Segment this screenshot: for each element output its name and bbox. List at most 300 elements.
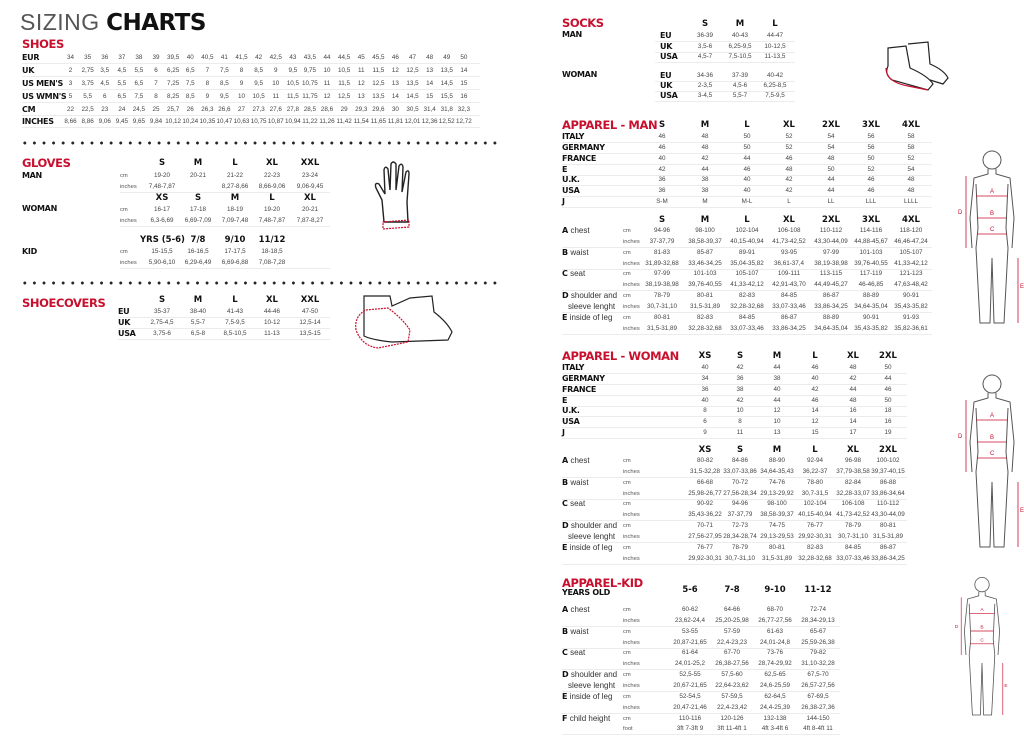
table-cell: 33,46-34,25 bbox=[688, 259, 722, 267]
table-cell: 20-21 bbox=[189, 172, 207, 179]
table-cell: 3,75-6 bbox=[153, 330, 171, 337]
unit-label: inches bbox=[623, 325, 640, 332]
size-header: 2XL bbox=[879, 351, 897, 361]
table-cell: 20,67-21,65 bbox=[673, 681, 707, 689]
figure-label: C bbox=[980, 638, 984, 644]
table-cell: 89-91 bbox=[738, 248, 756, 256]
row-label: USA bbox=[660, 91, 678, 100]
table-cell: 46-46,85 bbox=[858, 281, 884, 289]
unit-label: inches bbox=[623, 490, 640, 497]
table-cell: 54 bbox=[827, 133, 835, 140]
table-cell: 84-85 bbox=[780, 292, 798, 300]
table-cell: 58 bbox=[907, 143, 915, 151]
table-cell: 33,07-33,46 bbox=[730, 324, 764, 332]
table-cell: 41,33-42,12 bbox=[894, 259, 928, 267]
size-header: L bbox=[232, 158, 238, 168]
table-cell: 30,5 bbox=[406, 106, 419, 113]
table-cell: 9 bbox=[239, 80, 244, 87]
table-cell: 36-39 bbox=[696, 32, 714, 39]
table-cell: 46 bbox=[658, 143, 666, 151]
table-cell: 27 bbox=[238, 106, 246, 113]
table-cell: 52-54,5 bbox=[679, 692, 701, 700]
unit-label: cm bbox=[623, 479, 631, 486]
table-cell: 4ft 8-4ft 11 bbox=[803, 725, 833, 733]
table-cell: 25 bbox=[152, 106, 160, 113]
table-cell: 90-91 bbox=[902, 292, 920, 300]
table-cell: 12,72 bbox=[455, 118, 472, 125]
table-cell: 86-88 bbox=[879, 478, 897, 486]
table-cell: 44 bbox=[827, 187, 835, 195]
row-label: ITALY bbox=[562, 363, 585, 372]
table-cell: 19-20 bbox=[153, 172, 171, 179]
table-cell: LLLL bbox=[903, 198, 918, 206]
unit-label: cm bbox=[623, 650, 631, 657]
table-cell: 110-112 bbox=[876, 500, 900, 508]
table-cell: 110-116 bbox=[678, 714, 702, 722]
table-cell: 82-83 bbox=[696, 313, 714, 321]
table-cell: 12,5 bbox=[372, 80, 385, 87]
measurement-label bbox=[562, 312, 622, 324]
table-cell: 43 bbox=[289, 54, 297, 61]
glove-group-label: KID bbox=[22, 247, 37, 256]
table-cell: 6,29-6,49 bbox=[184, 259, 212, 266]
table-cell: 10,5 bbox=[286, 80, 299, 87]
table-cell: 43,5 bbox=[303, 54, 317, 61]
unit-label: inches bbox=[623, 282, 640, 289]
row-divider bbox=[655, 101, 795, 102]
table-cell: 48 bbox=[701, 133, 709, 140]
size-header: S bbox=[658, 120, 666, 130]
table-cell: 40 bbox=[773, 385, 781, 393]
table-cell: 50 bbox=[743, 143, 751, 151]
row-divider bbox=[22, 102, 480, 103]
table-cell: 8,5 bbox=[254, 67, 264, 74]
table-cell: 27,56-28,34 bbox=[723, 489, 757, 497]
figure-label: E bbox=[1020, 508, 1024, 514]
table-cell: 9,5 bbox=[288, 67, 298, 74]
unit-label: inches bbox=[623, 260, 640, 267]
table-cell: 16 bbox=[849, 407, 857, 415]
measurement-name: chest bbox=[570, 605, 590, 614]
measurement-letter: E bbox=[562, 691, 568, 701]
size-header: L bbox=[812, 351, 818, 361]
table-cell: 32,28-33,07 bbox=[836, 489, 870, 497]
table-cell: 20,87-21,65 bbox=[673, 638, 707, 646]
table-cell: 24,01-25,2 bbox=[674, 660, 706, 668]
unit-label: cm bbox=[623, 293, 631, 300]
table-cell: 46 bbox=[867, 187, 875, 195]
table-cell: 80-82 bbox=[696, 457, 714, 464]
row-label: ITALY bbox=[562, 132, 585, 141]
table-cell: 15 bbox=[811, 429, 819, 437]
size-header: S bbox=[158, 158, 166, 168]
table-cell: 30,7-31,10 bbox=[724, 554, 756, 562]
figure-label: D bbox=[958, 210, 963, 216]
table-cell: 20,47-21,46 bbox=[673, 703, 707, 711]
table-cell: 29,92-30,31 bbox=[688, 554, 722, 562]
table-cell: 10,12 bbox=[165, 118, 182, 125]
measurement-letter: F bbox=[562, 713, 568, 723]
table-cell: 94-96 bbox=[653, 227, 671, 234]
row-divider bbox=[120, 226, 330, 227]
table-cell: 97-99 bbox=[822, 248, 840, 256]
table-cell: 38 bbox=[701, 176, 709, 184]
table-cell: 12,52 bbox=[438, 118, 455, 125]
male-body-icon bbox=[958, 148, 1024, 328]
table-cell: 15-15,5 bbox=[151, 248, 173, 255]
size-header: M bbox=[772, 445, 782, 455]
table-cell: 11-13 bbox=[264, 330, 280, 337]
table-cell: 47,63-48,42 bbox=[894, 281, 928, 289]
shoecover-icon bbox=[352, 292, 462, 350]
row-label: E bbox=[562, 395, 568, 405]
measurement-label-line2: sleeve lenght bbox=[568, 301, 616, 311]
table-cell: 35,43-35,82 bbox=[854, 324, 888, 332]
table-cell: 15 bbox=[426, 93, 434, 100]
table-cell: 37-39 bbox=[731, 72, 749, 79]
size-header: XL bbox=[847, 351, 859, 361]
title-light: SIZING bbox=[20, 9, 100, 35]
table-cell: 10 bbox=[323, 67, 331, 74]
table-cell: 3,5-6 bbox=[697, 43, 713, 50]
table-cell: 12 bbox=[391, 67, 399, 74]
table-cell: 13 bbox=[426, 67, 434, 74]
row-label: UK bbox=[118, 318, 131, 327]
table-cell: 36 bbox=[701, 385, 709, 393]
table-cell: 34 bbox=[701, 374, 709, 382]
row-label: USA bbox=[660, 52, 678, 61]
table-cell: 58 bbox=[907, 133, 915, 140]
table-cell: 41,5 bbox=[235, 54, 248, 61]
size-header: S bbox=[194, 193, 202, 203]
measurement-name: chest bbox=[570, 226, 590, 235]
table-cell: 48 bbox=[907, 187, 915, 195]
unit-label: cm bbox=[623, 523, 631, 530]
measurement-label bbox=[562, 542, 622, 554]
measurement-name: waist bbox=[570, 626, 589, 636]
row-label: EUR bbox=[22, 53, 40, 62]
table-cell: 14 bbox=[849, 418, 857, 426]
measurement-name: child height bbox=[569, 713, 611, 723]
unit-label: inches bbox=[623, 512, 640, 519]
table-cell: 7,48-7,87 bbox=[148, 183, 176, 190]
measurement-label bbox=[562, 626, 622, 638]
table-cell: 46 bbox=[658, 133, 666, 140]
table-cell: 45,5 bbox=[372, 54, 385, 61]
table-cell: 82-83 bbox=[806, 543, 824, 551]
size-header: M bbox=[772, 351, 782, 361]
table-cell: 25,7 bbox=[167, 106, 180, 113]
figure-label: D bbox=[954, 624, 959, 630]
table-cell: 40 bbox=[743, 187, 751, 195]
table-cell: 7 bbox=[205, 67, 210, 74]
table-cell: 47-50 bbox=[301, 308, 319, 315]
table-cell: 82-83 bbox=[738, 292, 756, 300]
unit-label: inches bbox=[623, 639, 640, 646]
table-cell: 24,01-24,8 bbox=[759, 638, 791, 646]
row-label: GERMANY bbox=[562, 373, 605, 383]
table-cell: 26,57-27,56 bbox=[801, 681, 835, 689]
table-cell: 78-79 bbox=[844, 522, 862, 530]
table-cell: 66-68 bbox=[696, 478, 714, 486]
table-cell: 33,86-34,25 bbox=[871, 554, 905, 562]
table-cell: 70-72 bbox=[731, 478, 749, 486]
measurement-name: shoulder and bbox=[570, 291, 618, 301]
table-cell: 24,6-25,59 bbox=[759, 681, 791, 689]
table-cell: 8 bbox=[154, 93, 158, 100]
table-cell: 13 bbox=[773, 429, 781, 437]
table-cell: 78-79 bbox=[731, 543, 749, 551]
table-cell: 73-76 bbox=[766, 649, 784, 657]
table-cell: 37 bbox=[118, 54, 126, 61]
table-cell: S-M bbox=[656, 198, 668, 206]
measurement-letter: C bbox=[562, 269, 568, 279]
section-title-apparel-man: APPAREL - MAN bbox=[562, 118, 658, 132]
table-cell: 44-46 bbox=[263, 308, 281, 315]
unit-label: cm bbox=[623, 314, 631, 321]
table-cell: 26,6 bbox=[218, 106, 231, 113]
table-cell: 68-70 bbox=[766, 606, 784, 613]
table-cell: 42 bbox=[658, 165, 666, 173]
table-cell: 40 bbox=[658, 154, 666, 162]
table-cell: 121-123 bbox=[899, 270, 923, 278]
table-cell: 45 bbox=[357, 54, 365, 61]
table-cell: 98-100 bbox=[767, 500, 787, 508]
table-cell: 88-89 bbox=[822, 313, 840, 321]
table-cell: 102-104 bbox=[735, 227, 759, 234]
measurement-name: waist bbox=[570, 477, 589, 487]
measurement-letter: B bbox=[562, 626, 569, 636]
size-header: 9-10 bbox=[764, 585, 786, 595]
table-cell: 8,5 bbox=[185, 93, 195, 100]
size-header: 3XL bbox=[862, 120, 880, 130]
table-cell: 62,5-65 bbox=[764, 671, 786, 679]
measurement-label bbox=[562, 247, 622, 259]
row-divider bbox=[562, 334, 932, 335]
row-label: GERMANY bbox=[562, 142, 605, 152]
unit-label: cm bbox=[623, 501, 631, 508]
table-cell: 36,22-37 bbox=[802, 467, 828, 475]
table-cell: 10,75 bbox=[302, 80, 318, 87]
table-cell: 94-96 bbox=[731, 500, 749, 508]
unit-label: inches bbox=[623, 617, 640, 624]
table-cell: 44 bbox=[849, 385, 857, 393]
table-cell: 54 bbox=[827, 143, 835, 151]
table-cell: 6,5-8 bbox=[190, 330, 206, 337]
table-cell: 31,5-31,89 bbox=[646, 324, 678, 332]
measurement-label bbox=[562, 604, 622, 616]
glove-icon bbox=[372, 160, 422, 235]
table-cell: 35,43-35,82 bbox=[894, 302, 928, 310]
table-cell: 72-73 bbox=[731, 522, 749, 530]
measurement-label bbox=[562, 477, 622, 489]
figure-label: E bbox=[1020, 284, 1024, 290]
table-cell: 11 bbox=[357, 67, 365, 74]
unit-label: inches bbox=[120, 218, 137, 224]
table-cell: 72-74 bbox=[809, 606, 827, 613]
figure-label: C bbox=[990, 451, 995, 457]
table-cell: 39,5 bbox=[167, 54, 180, 61]
table-cell: 12 bbox=[811, 418, 819, 426]
table-cell: 6,69-7,09 bbox=[184, 217, 212, 224]
table-cell: 3ft 11-4ft 1 bbox=[717, 725, 747, 733]
glove-group-label: MAN bbox=[22, 171, 42, 180]
table-cell: 42 bbox=[811, 385, 819, 393]
table-cell: 117-119 bbox=[859, 270, 883, 278]
table-cell: 35,82-36,61 bbox=[894, 324, 928, 332]
measurement-label-line2: sleeve lenght bbox=[568, 680, 616, 690]
table-cell: 39,37-40,15 bbox=[871, 467, 905, 475]
table-cell: 8 bbox=[205, 80, 210, 87]
table-cell: 27,56-27,95 bbox=[688, 532, 722, 540]
measurement-name: inside of leg bbox=[569, 312, 613, 322]
table-cell: 9,45 bbox=[115, 118, 128, 125]
table-cell: 33,86-34,64 bbox=[871, 489, 905, 497]
size-header: 11/12 bbox=[258, 235, 286, 245]
table-cell: 32,28-32,68 bbox=[730, 302, 764, 310]
table-cell: 13 bbox=[357, 93, 365, 100]
table-cell: 36 bbox=[658, 187, 666, 195]
table-cell: 17-17,5 bbox=[224, 248, 246, 255]
unit-label: cm bbox=[623, 715, 631, 722]
table-cell: 105-107 bbox=[899, 248, 923, 256]
unit-label: cm bbox=[623, 672, 631, 679]
unit-label: inches bbox=[623, 704, 640, 711]
table-cell: 11-13,5 bbox=[764, 53, 786, 60]
table-cell: 6,25 bbox=[167, 67, 180, 74]
table-cell: 35 bbox=[84, 54, 92, 61]
table-cell: 9 bbox=[703, 429, 707, 437]
row-divider bbox=[22, 127, 480, 128]
row-divider bbox=[562, 734, 840, 735]
table-cell: 48 bbox=[849, 364, 857, 371]
table-cell: 48 bbox=[849, 396, 857, 404]
table-cell: 6,5 bbox=[134, 80, 144, 87]
table-cell: 16 bbox=[460, 93, 468, 100]
table-cell: 12,5-14 bbox=[299, 319, 321, 326]
table-cell: 26,3 bbox=[201, 106, 214, 113]
table-cell: 97-99 bbox=[653, 270, 671, 278]
unit-label: inches bbox=[623, 661, 640, 668]
table-cell: 33,07-33,46 bbox=[836, 554, 870, 562]
size-header: 3XL bbox=[862, 215, 880, 225]
row-divider bbox=[562, 438, 907, 439]
table-cell: 100-102 bbox=[876, 457, 900, 464]
dotted-divider bbox=[20, 281, 500, 285]
table-cell: 8,86 bbox=[81, 118, 94, 125]
table-cell: 105-107 bbox=[735, 270, 759, 278]
row-label: UK bbox=[660, 81, 673, 90]
table-cell: 44 bbox=[701, 165, 709, 173]
table-cell: 11,26 bbox=[319, 118, 335, 125]
table-cell: 9,65 bbox=[132, 118, 146, 125]
table-cell: 10,47 bbox=[216, 118, 233, 125]
table-cell: 7,5-9,5 bbox=[765, 92, 785, 99]
table-cell: 4,5-7 bbox=[697, 53, 713, 60]
table-cell: 29,13-29,92 bbox=[760, 489, 794, 497]
table-cell: 86-87 bbox=[879, 543, 897, 551]
table-cell: 16-17 bbox=[153, 206, 171, 213]
unit-label: inches bbox=[120, 260, 137, 266]
table-cell: 10 bbox=[773, 418, 781, 426]
table-cell: 14 bbox=[811, 407, 819, 415]
unit-label: inches bbox=[623, 682, 640, 689]
row-label: EU bbox=[660, 31, 672, 40]
size-header: 5-6 bbox=[682, 585, 698, 595]
unit-label: inches bbox=[623, 303, 640, 310]
table-cell: 44,5 bbox=[338, 54, 351, 61]
measurement-letter: A bbox=[562, 226, 569, 235]
table-cell: LL bbox=[827, 198, 835, 206]
measurement-label bbox=[562, 455, 622, 467]
unit-label: inches bbox=[120, 184, 137, 190]
table-cell: 9 bbox=[273, 67, 278, 74]
table-cell: 40 bbox=[186, 54, 194, 61]
measurement-name: seat bbox=[570, 269, 586, 279]
table-cell: 40,15-40,94 bbox=[798, 511, 832, 519]
table-cell: 7,5-9,5 bbox=[225, 319, 245, 326]
table-cell: 30,7-31,5 bbox=[801, 489, 829, 497]
table-cell: 37-37,79 bbox=[727, 511, 753, 519]
table-cell: 22,64-23,62 bbox=[715, 681, 749, 689]
table-cell: 40,5 bbox=[201, 54, 214, 61]
measurement-letter: E bbox=[562, 542, 568, 552]
table-cell: 12 bbox=[357, 80, 365, 87]
table-cell: M-L bbox=[741, 198, 753, 206]
table-cell: 29,92-30,31 bbox=[798, 532, 832, 540]
table-cell: 44,88-45,67 bbox=[854, 237, 888, 245]
table-cell: 3ft 7-3ft 9 bbox=[676, 725, 704, 733]
table-cell: 93-95 bbox=[780, 248, 798, 256]
table-cell: 5,5-7 bbox=[732, 92, 748, 99]
female-body-icon bbox=[958, 372, 1024, 552]
glove-group-label: WOMAN bbox=[22, 204, 57, 213]
table-cell: 42,91-43,70 bbox=[772, 281, 806, 289]
table-cell: 25,98-26,77 bbox=[688, 489, 722, 497]
table-cell: 32,28-32,68 bbox=[688, 324, 722, 332]
table-cell: 38,58-39,37 bbox=[688, 237, 722, 245]
table-cell: 109-111 bbox=[777, 270, 801, 278]
size-header: XL bbox=[304, 193, 316, 203]
row-divider bbox=[22, 89, 480, 90]
table-cell: 52 bbox=[867, 165, 875, 173]
table-cell: 11,5 bbox=[286, 93, 299, 100]
table-cell: 41,33-42,12 bbox=[730, 281, 764, 289]
unit-label: cm bbox=[623, 628, 631, 635]
table-cell: 8 bbox=[703, 407, 707, 415]
figure-label: B bbox=[990, 435, 995, 441]
table-cell: 78-80 bbox=[806, 478, 824, 486]
table-cell: 15,5 bbox=[440, 93, 453, 100]
table-cell: 8 bbox=[239, 67, 244, 74]
table-cell: 3,5 bbox=[100, 67, 110, 74]
table-cell: 82-84 bbox=[844, 478, 862, 486]
table-cell: 46 bbox=[391, 54, 399, 61]
table-cell: 12 bbox=[323, 93, 331, 100]
table-cell: 41-43 bbox=[226, 308, 244, 315]
table-cell: 84-85 bbox=[738, 313, 756, 321]
size-header: S bbox=[736, 445, 744, 455]
table-cell: 31,5-32,28 bbox=[689, 467, 721, 475]
table-cell: 86-87 bbox=[780, 313, 798, 321]
row-divider bbox=[655, 62, 795, 63]
unit-label: inches bbox=[623, 533, 640, 540]
row-label: J bbox=[562, 197, 565, 207]
size-header: 11-12 bbox=[804, 585, 832, 595]
table-cell: 10-12 bbox=[263, 319, 281, 326]
table-cell: 57-59,5 bbox=[721, 692, 743, 700]
table-cell: 6 bbox=[154, 67, 158, 74]
